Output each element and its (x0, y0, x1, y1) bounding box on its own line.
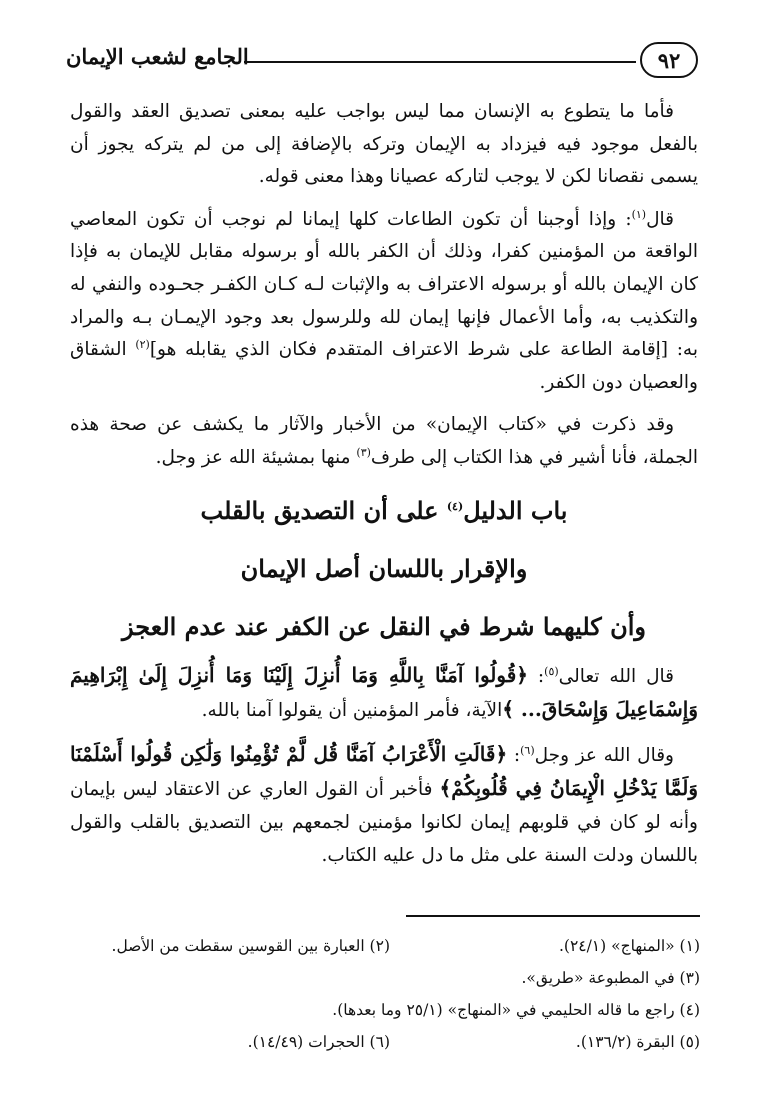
footnotes (80, 930, 700, 1058)
quran-verse: ﴿قَالَتِ الْأَعْرَابُ آمَنَّا قُل لَّمْ تُؤْمِنُوا وَلَٰكِن قُولُوا أَسْلَمْنَا وَلَمَّا يَدْخُلِ الْإِيمَانُ فِي قُلُوبِكُمْ﴾ (70, 741, 698, 801)
chapter-heading: وأن كليهما شرط في النقل عن الكفر عند عدم العجز (122, 611, 646, 641)
header-rule (244, 61, 636, 63)
paragraph (70, 204, 698, 400)
chapter-heading-text: على أن التصديق بالقلب (200, 495, 447, 525)
paragraph (70, 409, 698, 474)
footnote-row (80, 994, 700, 1026)
paragraph-text: فأخبر أن القول العاري عن الاعتقاد ليس بإيمان وأنه لو كان في قلوبهم إيمان لكانوا مؤمنين لجمعهم بين التصديق بالقلب والقول باللسان ودلت السنة على مثل ما دل عليه الكتاب. (70, 779, 698, 866)
footnote-row (80, 930, 700, 962)
footnote: (٦) الحجرات (١٤/٤٩). (247, 1033, 390, 1051)
running-title: الجامع لشعب الإيمان (66, 44, 249, 69)
paragraph-text: : وإذا أوجبنا أن تكون الطاعات كلها إيمانا لم نوجب أن تكون المعاصي الواقعة من المؤمنين كفرا، وذلك أن الكفر بالله أو برسوله مقابل للإيمان به فإذا كان الإيمان بالله أو برسوله الاعتراف به والإثبات لـه كـان الكفـر جحـوده والنفي له والتكذيب به، وأما الأعمال فإنها إيمان لله وللرسول بعد وجود الإيمـان بـه والمراد به: [إقامة الطاعة على شرط الاعتراف المتقدم فكان الذي يقابله هو] (70, 208, 699, 361)
footnote-marker: (٥) (544, 664, 559, 678)
paragraph-text: وقد ذكرت في «كتاب الإيمان» من الأخبار والآثار ما يكشف عن صحة هذه الجملة، فأنا أشير في هذا الكتاب إلى طرف (70, 414, 698, 468)
paragraph-text: منها بمشيئة الله عز وجل. (155, 446, 357, 468)
footnote-marker: (٦) (520, 743, 535, 757)
footnote: (٥) البقرة (١٣٦/٢). (575, 1033, 700, 1051)
paragraph (70, 738, 698, 872)
chapter-heading: والإقرار باللسان أصل الإيمان (240, 553, 528, 583)
paragraph (70, 659, 698, 728)
paragraph-text: قال (646, 208, 674, 230)
footnote-row (80, 1026, 700, 1058)
paragraph (70, 96, 698, 194)
page-header (66, 42, 698, 86)
chapter-heading-text: باب الدليل (463, 495, 568, 525)
paragraph-text: فأما ما يتطوع به الإنسان مما ليس بواجب عليه بمعنى تصديق العقد والقول بالفعل موجود فيه فيزداد به الإيمان وتركه بالإضافة إلى من لم يتركه يجوز أن يسمى نقصانا لكن لا يوجب لتاركه عصيانا وهذا معنى قوله. (70, 101, 698, 188)
paragraph-text: : (507, 744, 521, 766)
footnote-marker: (٢) (135, 338, 150, 351)
paragraph-text: الآية، فأمر المؤمنين أن يقولوا آمنا بالله. (201, 700, 503, 722)
paragraph-text: الشقاق والعصيان دون الكفر. (70, 339, 698, 393)
footnote-marker: (٣) (356, 445, 371, 459)
page-number: ٩٢ (640, 42, 698, 78)
main-text (70, 96, 698, 882)
footnote: (٣) في المطبوعة «طريق». (521, 969, 700, 987)
footnote-marker: (٤) (446, 499, 464, 513)
footnote-rule (406, 915, 700, 917)
paragraph-text: : (528, 665, 545, 687)
paragraph-text: وقال الله عز وجل (534, 744, 674, 766)
paragraph-text: قال الله تعالى (558, 665, 674, 687)
footnote: (١) «المنهاج» (٢٤/١). (558, 937, 700, 955)
footnote-row (80, 962, 700, 994)
quran-verse: ﴿قُولُوا آمَنَّا بِاللَّهِ وَمَا أُنزِلَ إِلَيْنَا وَمَا أُنزِلَ إِلَىٰ إِبْرَاهِيمَ وَإِسْمَاعِيلَ وَإِسْحَاقَ... ﴾ (70, 662, 698, 722)
footnote: (٤) راجع ما قاله الحليمي في «المنهاج» (٢٥/١ وما بعدها). (332, 1001, 700, 1019)
chapter-heading (70, 485, 698, 537)
footnote: (٢) العبارة بين القوسين سقطت من الأصل. (111, 937, 390, 955)
footnote-marker: (١) (631, 207, 647, 221)
